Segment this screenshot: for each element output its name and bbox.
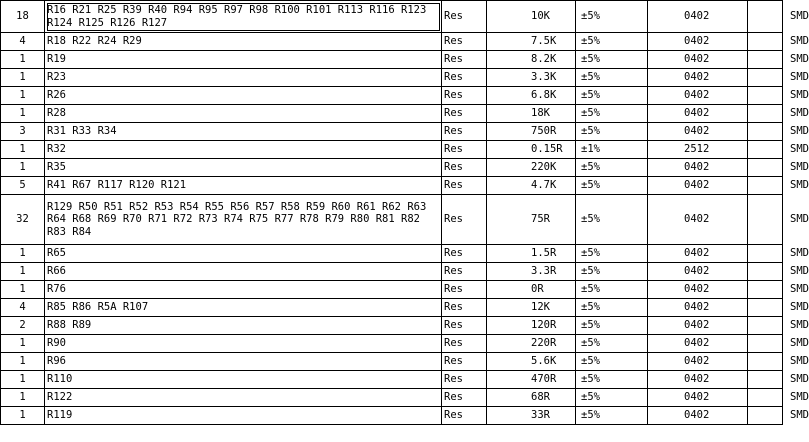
quantity-cell[interactable]: 32 xyxy=(1,195,45,245)
package-cell[interactable]: 0402 xyxy=(648,159,748,177)
designators-cell[interactable]: R26 xyxy=(45,87,442,105)
table-row[interactable] xyxy=(1,299,783,317)
value-cell[interactable]: 1.5R xyxy=(487,245,576,263)
package-cell[interactable]: 0402 xyxy=(648,353,748,371)
designators-cell[interactable]: R16 R21 R25 R39 R40 R94 R95 R97 R98 R100 R101 R113 R116 R123 R124 R125 R126 R127 xyxy=(45,1,442,33)
quantity-cell[interactable]: 4 xyxy=(1,299,45,317)
package-cell[interactable]: 0402 xyxy=(648,335,748,353)
designators-cell[interactable]: R110 xyxy=(45,371,442,389)
tolerance-cell[interactable]: ±5% xyxy=(576,1,648,33)
value-cell[interactable]: 750R xyxy=(487,123,576,141)
table-row[interactable] xyxy=(1,1,783,33)
mount-cell[interactable]: SMD xyxy=(748,335,783,353)
component-type-cell[interactable]: Res xyxy=(442,51,487,69)
designators-cell[interactable]: R66 xyxy=(45,263,442,281)
table-row[interactable] xyxy=(1,87,783,105)
mount-cell[interactable]: SMD xyxy=(748,317,783,335)
component-type-cell[interactable]: Res xyxy=(442,335,487,353)
package-cell[interactable]: 0402 xyxy=(648,299,748,317)
tolerance-cell[interactable]: ±5% xyxy=(576,195,648,245)
table-row[interactable] xyxy=(1,195,783,245)
designators-cell[interactable]: R19 xyxy=(45,51,442,69)
value-cell[interactable]: 6.8K xyxy=(487,87,576,105)
quantity-cell[interactable]: 1 xyxy=(1,87,45,105)
table-row[interactable] xyxy=(1,263,783,281)
table-row[interactable] xyxy=(1,33,783,51)
value-cell[interactable]: 5.6K xyxy=(487,353,576,371)
quantity-cell[interactable]: 4 xyxy=(1,33,45,51)
package-cell[interactable]: 0402 xyxy=(648,389,748,407)
mount-cell[interactable]: SMD xyxy=(748,159,783,177)
value-cell[interactable]: 75R xyxy=(487,195,576,245)
component-type-cell[interactable]: Res xyxy=(442,177,487,195)
tolerance-cell[interactable]: ±1% xyxy=(576,141,648,159)
component-type-cell[interactable]: Res xyxy=(442,159,487,177)
mount-cell[interactable]: SMD xyxy=(748,299,783,317)
component-type-cell[interactable]: Res xyxy=(442,353,487,371)
quantity-cell[interactable]: 1 xyxy=(1,51,45,69)
package-cell[interactable]: 0402 xyxy=(648,195,748,245)
table-row[interactable] xyxy=(1,105,783,123)
designators-cell[interactable]: R119 xyxy=(45,407,442,425)
mount-cell[interactable]: SMD xyxy=(748,263,783,281)
mount-cell[interactable]: SMD xyxy=(748,389,783,407)
component-type-cell[interactable]: Res xyxy=(442,33,487,51)
mount-cell[interactable]: SMD xyxy=(748,33,783,51)
package-cell[interactable]: 0402 xyxy=(648,245,748,263)
designators-cell[interactable]: R28 xyxy=(45,105,442,123)
tolerance-cell[interactable]: ±5% xyxy=(576,159,648,177)
tolerance-cell[interactable]: ±5% xyxy=(576,33,648,51)
designators-cell[interactable]: R23 xyxy=(45,69,442,87)
mount-cell[interactable]: SMD xyxy=(748,371,783,389)
mount-cell[interactable]: SMD xyxy=(748,353,783,371)
quantity-cell[interactable]: 18 xyxy=(1,1,45,33)
tolerance-cell[interactable]: ±5% xyxy=(576,105,648,123)
package-cell[interactable]: 0402 xyxy=(648,123,748,141)
component-type-cell[interactable]: Res xyxy=(442,263,487,281)
package-cell[interactable]: 2512 xyxy=(648,141,748,159)
table-row[interactable] xyxy=(1,353,783,371)
value-cell[interactable]: 220R xyxy=(487,335,576,353)
designators-cell[interactable]: R122 xyxy=(45,389,442,407)
table-row[interactable] xyxy=(1,51,783,69)
value-cell[interactable]: 33R xyxy=(487,407,576,425)
tolerance-cell[interactable]: ±5% xyxy=(576,51,648,69)
value-cell[interactable]: 8.2K xyxy=(487,51,576,69)
table-row[interactable] xyxy=(1,123,783,141)
value-cell[interactable]: 4.7K xyxy=(487,177,576,195)
mount-cell[interactable]: SMD xyxy=(748,407,783,425)
designators-cell[interactable]: R129 R50 R51 R52 R53 R54 R55 R56 R57 R58 R59 R60 R61 R62 R63 R64 R68 R69 R70 R71 R72 R73 R74 R75 R77 R78 R79 R80 R81 R82 R83 R84 xyxy=(45,195,442,245)
component-type-cell[interactable]: Res xyxy=(442,371,487,389)
quantity-cell[interactable]: 1 xyxy=(1,407,45,425)
package-cell[interactable]: 0402 xyxy=(648,281,748,299)
quantity-cell[interactable]: 2 xyxy=(1,317,45,335)
mount-cell[interactable]: SMD xyxy=(748,87,783,105)
table-row[interactable] xyxy=(1,245,783,263)
component-type-cell[interactable]: Res xyxy=(442,123,487,141)
tolerance-cell[interactable]: ±5% xyxy=(576,123,648,141)
quantity-cell[interactable]: 5 xyxy=(1,177,45,195)
package-cell[interactable]: 0402 xyxy=(648,33,748,51)
value-cell[interactable]: 12K xyxy=(487,299,576,317)
component-type-cell[interactable]: Res xyxy=(442,407,487,425)
designators-cell[interactable]: R35 xyxy=(45,159,442,177)
package-cell[interactable]: 0402 xyxy=(648,1,748,33)
quantity-cell[interactable]: 1 xyxy=(1,371,45,389)
package-cell[interactable]: 0402 xyxy=(648,177,748,195)
tolerance-cell[interactable]: ±5% xyxy=(576,263,648,281)
quantity-cell[interactable]: 1 xyxy=(1,69,45,87)
value-cell[interactable]: 470R xyxy=(487,371,576,389)
package-cell[interactable]: 0402 xyxy=(648,69,748,87)
tolerance-cell[interactable]: ±5% xyxy=(576,245,648,263)
component-type-cell[interactable]: Res xyxy=(442,69,487,87)
package-cell[interactable]: 0402 xyxy=(648,371,748,389)
quantity-cell[interactable]: 1 xyxy=(1,335,45,353)
value-cell[interactable]: 10K xyxy=(487,1,576,33)
mount-cell[interactable]: SMD xyxy=(748,105,783,123)
tolerance-cell[interactable]: ±5% xyxy=(576,87,648,105)
table-row[interactable] xyxy=(1,335,783,353)
tolerance-cell[interactable]: ±5% xyxy=(576,371,648,389)
tolerance-cell[interactable]: ±5% xyxy=(576,299,648,317)
designators-cell[interactable]: R31 R33 R34 xyxy=(45,123,442,141)
quantity-cell[interactable]: 1 xyxy=(1,263,45,281)
designators-cell[interactable]: R88 R89 xyxy=(45,317,442,335)
package-cell[interactable]: 0402 xyxy=(648,407,748,425)
value-cell[interactable]: 220K xyxy=(487,159,576,177)
value-cell[interactable]: 7.5K xyxy=(487,33,576,51)
package-cell[interactable]: 0402 xyxy=(648,263,748,281)
table-row[interactable] xyxy=(1,177,783,195)
quantity-cell[interactable]: 1 xyxy=(1,141,45,159)
table-row[interactable] xyxy=(1,159,783,177)
mount-cell[interactable]: SMD xyxy=(748,281,783,299)
quantity-cell[interactable]: 1 xyxy=(1,159,45,177)
component-type-cell[interactable]: Res xyxy=(442,281,487,299)
designators-cell[interactable]: R85 R86 R5A R107 xyxy=(45,299,442,317)
component-type-cell[interactable]: Res xyxy=(442,141,487,159)
quantity-cell[interactable]: 1 xyxy=(1,245,45,263)
tolerance-cell[interactable]: ±5% xyxy=(576,281,648,299)
tolerance-cell[interactable]: ±5% xyxy=(576,407,648,425)
tolerance-cell[interactable]: ±5% xyxy=(576,177,648,195)
quantity-cell[interactable]: 1 xyxy=(1,105,45,123)
component-type-cell[interactable]: Res xyxy=(442,317,487,335)
package-cell[interactable]: 0402 xyxy=(648,105,748,123)
component-type-cell[interactable]: Res xyxy=(442,105,487,123)
quantity-cell[interactable]: 3 xyxy=(1,123,45,141)
mount-cell[interactable]: SMD xyxy=(748,51,783,69)
value-cell[interactable]: 0R xyxy=(487,281,576,299)
quantity-cell[interactable]: 1 xyxy=(1,281,45,299)
package-cell[interactable]: 0402 xyxy=(648,317,748,335)
quantity-cell[interactable]: 1 xyxy=(1,353,45,371)
package-cell[interactable]: 0402 xyxy=(648,51,748,69)
mount-cell[interactable]: SMD xyxy=(748,177,783,195)
table-row[interactable] xyxy=(1,69,783,87)
table-row[interactable] xyxy=(1,371,783,389)
designators-cell[interactable]: R32 xyxy=(45,141,442,159)
mount-cell[interactable]: SMD xyxy=(748,245,783,263)
value-cell[interactable]: 3.3K xyxy=(487,69,576,87)
component-type-cell[interactable]: Res xyxy=(442,1,487,33)
table-row[interactable] xyxy=(1,389,783,407)
component-type-cell[interactable]: Res xyxy=(442,299,487,317)
table-row[interactable] xyxy=(1,407,783,425)
mount-cell[interactable]: SMD xyxy=(748,69,783,87)
mount-cell[interactable]: SMD xyxy=(748,1,783,33)
value-cell[interactable]: 18K xyxy=(487,105,576,123)
table-row[interactable] xyxy=(1,141,783,159)
component-type-cell[interactable]: Res xyxy=(442,87,487,105)
tolerance-cell[interactable]: ±5% xyxy=(576,335,648,353)
value-cell[interactable]: 68R xyxy=(487,389,576,407)
table-row[interactable] xyxy=(1,281,783,299)
mount-cell[interactable]: SMD xyxy=(748,195,783,245)
table-row[interactable] xyxy=(1,317,783,335)
value-cell[interactable]: 120R xyxy=(487,317,576,335)
designators-cell[interactable]: R18 R22 R24 R29 xyxy=(45,33,442,51)
designators-cell[interactable]: R90 xyxy=(45,335,442,353)
tolerance-cell[interactable]: ±5% xyxy=(576,353,648,371)
mount-cell[interactable]: SMD xyxy=(748,123,783,141)
designators-cell[interactable]: R41 R67 R117 R120 R121 xyxy=(45,177,442,195)
tolerance-cell[interactable]: ±5% xyxy=(576,389,648,407)
designators-cell[interactable]: R76 xyxy=(45,281,442,299)
mount-cell[interactable]: SMD xyxy=(748,141,783,159)
designators-cell[interactable]: R65 xyxy=(45,245,442,263)
value-cell[interactable]: 3.3R xyxy=(487,263,576,281)
value-cell[interactable]: 0.15R xyxy=(487,141,576,159)
tolerance-cell[interactable]: ±5% xyxy=(576,69,648,87)
component-type-cell[interactable]: Res xyxy=(442,245,487,263)
designators-cell[interactable]: R96 xyxy=(45,353,442,371)
package-cell[interactable]: 0402 xyxy=(648,87,748,105)
tolerance-cell[interactable]: ±5% xyxy=(576,317,648,335)
quantity-cell[interactable]: 1 xyxy=(1,389,45,407)
component-type-cell[interactable]: Res xyxy=(442,389,487,407)
component-type-cell[interactable]: Res xyxy=(442,195,487,245)
